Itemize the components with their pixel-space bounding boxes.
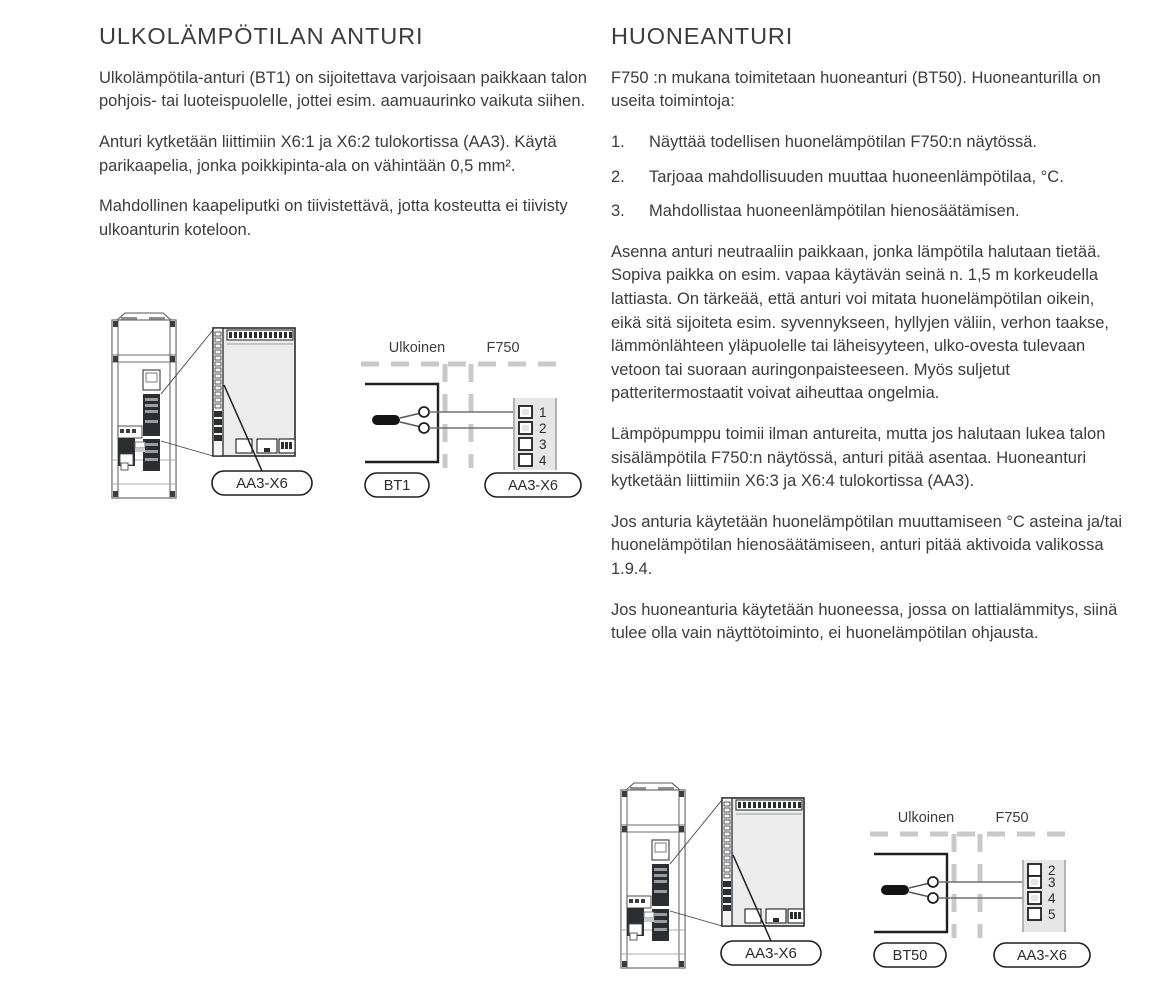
terminal-number: 2	[1048, 863, 1056, 878]
list-item-label: Mahdollistaa huoneenlämpötilan hienosäätämisen.	[649, 202, 1020, 221]
terminal-number: 1	[539, 405, 547, 420]
callout-aa3-x6	[212, 471, 312, 495]
terminal-number: 3	[539, 437, 547, 452]
figure-outdoor-sensor	[99, 308, 569, 508]
paragraph: F750 :n mukana toimitetaan huoneanturi (BT50). Huoneanturilla on useita toimintoja:	[611, 68, 1101, 111]
terminal-number: 3	[1048, 875, 1056, 890]
list-item-label: Tarjoaa mahdollisuuden muuttaa huoneenlämpötilaa, °C.	[649, 167, 1064, 186]
sensor-probe-icon	[372, 407, 429, 433]
paragraph: Mahdollinen kaapeliputki on tiivistettävä, jotta kosteutta ei tiivisty ulkoanturin koteloon.	[99, 197, 568, 239]
aa3-board-detail	[213, 328, 295, 471]
paragraph: Lämpöpumppu toimii ilman antureita, mutta jos halutaan lukea talon sisälämpötila F750:n näytössä, anturi pitää asentaa. Huoneanturi kytketään liittimiin X6:3 ja X6:4 tulokortissa (AA3).	[611, 424, 1106, 491]
wiring-diagram-room	[870, 810, 1090, 967]
zone-label-external: Ulkoinen	[897, 810, 955, 826]
paragraph: Ulkolämpötila-anturi (BT1) on sijoitettava varjoisaan paikkaan talon pohjois- tai luoteispuolelle, jottei esim. aamuaurinko vaikuta siihen.	[99, 68, 587, 111]
terminal-number: 2	[539, 421, 547, 436]
page-title-room-sensor: HUONEANTURI	[611, 23, 794, 49]
wiring-diagram-outdoor	[361, 340, 581, 497]
list-item-label: Näyttää todellisen huonelämpötilan F750:n näytössä.	[649, 133, 1037, 152]
callout-bt50	[874, 943, 946, 967]
heat-pump-cabinet-illustration	[621, 783, 685, 968]
callout-label: AA3-X6	[745, 945, 797, 962]
callout-label: AA3-X6	[236, 475, 288, 492]
list-item	[611, 200, 1123, 224]
callout-label: BT50	[892, 948, 928, 964]
terminal-block-aa3-x6	[513, 398, 557, 470]
callout-label: BT1	[383, 478, 411, 494]
zone-label-unit: F750	[995, 810, 1029, 826]
terminal-number: 4	[1048, 891, 1056, 906]
paragraph: Asenna anturi neutraaliin paikkaan, jonka lämpötila halutaan tietää. Sopiva paikka on esim. vapaa käytävän seinä n. 1,5 m korkeudella lattiasta. On tärkeää, että anturi voi mitata huonelämpötilan oikein, eikä sitä sijoiteta esim. syvennykseen, hyllyjen väliin, verhon taakse, lämmönlähteen yläpuolelle tai läheisyyteen, ulko-ovesta tulevaan vetoon tai suoraan auringonpaisteeseen. Myös suljetut patteritermostaatit voivat aiheuttaa ongelmia.	[611, 242, 1109, 403]
page-title-outdoor-sensor: ULKOLÄMPÖTILAN ANTURI	[99, 23, 424, 49]
zone-label-external: Ulkoinen	[388, 340, 446, 356]
heat-pump-cabinet-illustration	[112, 313, 176, 498]
callout-aa3-x6	[721, 941, 821, 965]
callout-aa3-x6-wiring	[994, 943, 1090, 967]
paragraph: Jos anturia käytetään huonelämpötilan muuttamiseen °C asteina ja/tai huonelämpötilan hienosäätämiseen, anturi pitää aktivoida valikossa 1.9.4.	[611, 512, 1123, 578]
sensor-probe-icon	[881, 877, 938, 903]
terminal-block-aa3-x6	[1022, 860, 1066, 932]
list-item	[611, 131, 1123, 155]
numbered-list	[611, 131, 1123, 224]
aa3-board-detail	[722, 798, 804, 941]
list-item-number: 1.	[611, 133, 625, 152]
terminal-number: 5	[1048, 907, 1056, 922]
zone-label-unit: F750	[486, 340, 520, 356]
terminal-number: 4	[539, 453, 547, 468]
right-column	[611, 24, 1123, 663]
paragraph: Jos huoneanturia käytetään huoneessa, jossa on lattialämmitys, siinä tulee olla vain näyttötoiminto, ei huonelämpötilan ohjausta.	[611, 600, 1118, 643]
left-column	[99, 24, 596, 259]
paragraph: Anturi kytketään liittimiin X6:1 ja X6:2 tulokortissa (AA3). Käytä parikaapelia, jonka poikkipinta-ala on vähintään 0,5 mm².	[99, 133, 557, 175]
list-item-number: 2.	[611, 167, 625, 186]
callout-label: AA3-X6	[1017, 948, 1067, 964]
callout-aa3-x6-wiring	[485, 473, 581, 497]
callout-label: AA3-X6	[508, 478, 558, 494]
figure-room-sensor	[608, 778, 1118, 978]
list-item	[611, 166, 1123, 190]
callout-bt1	[365, 473, 429, 497]
list-item-number: 3.	[611, 202, 625, 221]
